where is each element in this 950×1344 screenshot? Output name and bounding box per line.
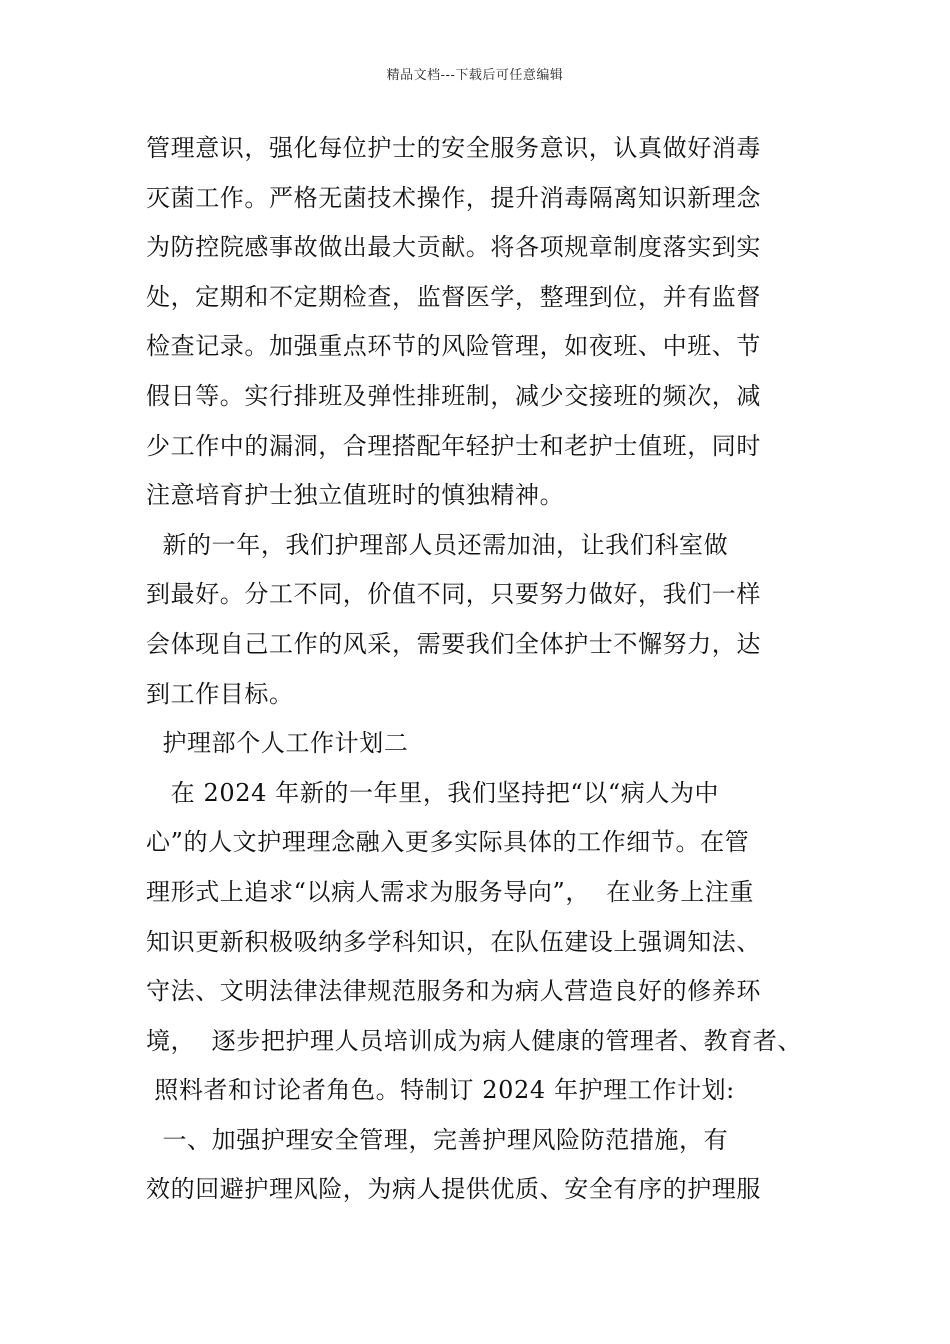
text-line: 在 2024 年新的一年里，我们坚持把“以“病人为中 (146, 778, 720, 807)
text-line: 到最好。分工不同，价值不同，只要努力做好，我们一样 (146, 580, 761, 609)
text-line: 灭菌工作。严格无菌技术操作，提升消毒隔离知识新理念 (146, 183, 761, 212)
text-line: 知识更新积极吸纳多学科知识，在队伍建设上强调知法、 (146, 927, 761, 956)
text-line: 一、加强护理安全管理，完善护理风险防范措施，有 (146, 1125, 729, 1154)
text-line: 管理意识，强化每位护士的安全服务意识，认真做好消毒 (146, 134, 761, 162)
text-line: 理形式上追求“以病人需求为服务导向”， 在业务上注重 (146, 877, 754, 906)
text-line: 假日等。实行排班及弹性排班制，减少交接班的频次，减 (146, 381, 761, 410)
text-line: 心”的人文护理理念融入更多实际具体的工作细节。在管 (146, 828, 750, 857)
text-line: 新的一年，我们护理部人员还需加油，让我们科室做 (146, 530, 729, 559)
text-line: 会体现自己工作的风采，需要我们全体护士不懈努力，达 (146, 629, 761, 658)
section-title: 护理部个人工作计划二 (146, 729, 409, 758)
text-line: 境， 逐步把护理人员培训成为病人健康的管理者、教育者、 (146, 1026, 803, 1055)
text-line: 到工作目标。 (146, 679, 294, 708)
text-line: 为防控院感事故做出最大贡献。将各项规章制度落实到实 (146, 233, 761, 262)
text-line: 照料者和讨论者角色。特制订 2024 年护理工作计划: (146, 1076, 735, 1105)
text-line: 效的回避护理风险，为病人提供优质、安全有序的护理服 (146, 1175, 761, 1204)
text-line: 注意培育护士独立值班时的慎独精神。 (146, 481, 565, 510)
text-line: 检查记录。加强重点环节的风险管理，如夜班、中班、节 (146, 332, 761, 361)
text-line: 处，定期和不定期检查，监督医学，整理到位，并有监督 (146, 282, 761, 311)
document-body (146, 124, 810, 1215)
text-line: 守法、文明法律法律规范服务和为病人营造良好的修养环 (146, 977, 761, 1006)
text-line: 少工作中的漏洞，合理搭配年轻护士和老护士值班，同时 (146, 431, 761, 460)
page-header: 精品文档---下载后可任意编辑 (386, 68, 564, 83)
